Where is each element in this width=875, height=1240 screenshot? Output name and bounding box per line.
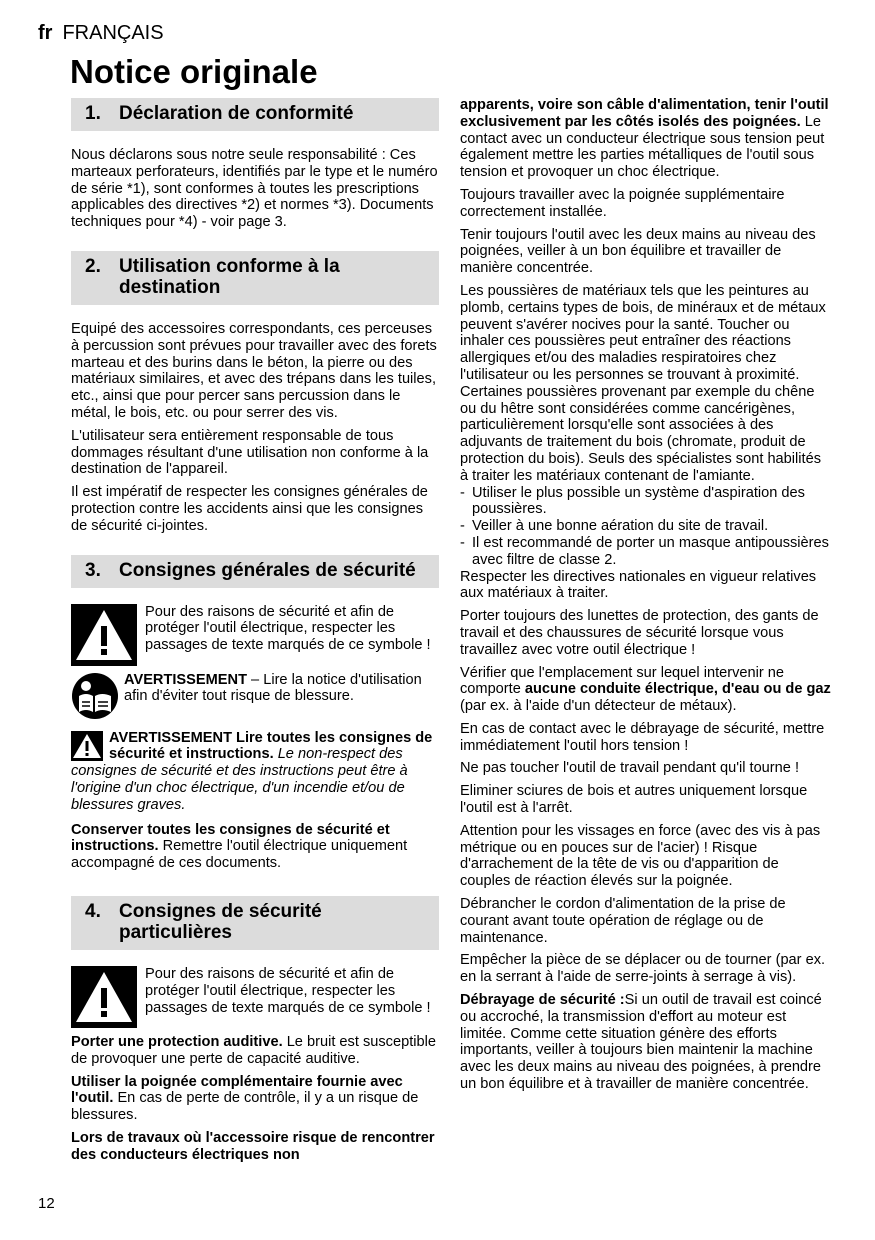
paragraph: Lors de travaux où l'accessoire risque de rencontrer des conducteurs électriques non [71, 1129, 435, 1163]
read-manual-warning: AVERTISSEMENT – Lire la notice d'utilisation afin d'éviter tout risque de blessure. [71, 672, 439, 720]
paragraph: Tenir toujours l'outil avec les deux mains au niveau des poignées, veiller à un bon équilibre et travailler de manière concentrée. [460, 226, 816, 277]
paragraph: apparents, voire son câble d'alimentation, tenir l'outil exclusivement par les côtés isolés des poignées. Le contact avec un conducteur électrique sous tension peut également mettre les parties métalliques de l'outil sous tension et provoquer un choc électrique. [460, 97, 829, 181]
paragraph: Il est impératif de respecter les consignes générales de protection contre les accidents ainsi que les consignes de sécurité ci-jointes. [71, 484, 428, 534]
list-item: - Veiller à une bonne aération du site de travail. [460, 518, 832, 535]
section-heading-3: 3. Consignes générales de sécurité [71, 555, 439, 588]
page-title: Notice originale [70, 53, 318, 90]
language-label [38, 22, 164, 45]
section-title-2: Utilisation conforme à la destination [119, 255, 340, 298]
paragraph: Empêcher la pièce de se déplacer ou de tourner (par ex. en la serrant à l'aide de serre-joints à serrage à vis). [460, 952, 826, 986]
right-column [460, 97, 832, 1099]
section-heading-4: 4. Consignes de sécurité particulières [71, 896, 439, 950]
section-title-4: Consignes de sécurité particulières [119, 900, 322, 943]
paragraph: Ne pas toucher l'outil de travail pendant qu'il tourne ! [460, 760, 800, 777]
language-name: FRANÇAIS [62, 22, 164, 44]
list-item: - Utiliser le plus possible un système d'aspiration des poussières. [460, 485, 832, 519]
paragraph: L'utilisateur sera entièrement responsable de tous dommages résultant d'une utilisation non conforme à la destination de l'appareil. [71, 427, 429, 478]
symbol-note [71, 966, 439, 1028]
paragraph: Equipé des accessoires correspondants, ces perceuses à percussion sont prévues pour travailler avec des forets marteau et des burins dans le béton, la pierre ou des matériaux similaires, et avec des trépans dans les tuiles, etc., ainsi que pour percer sans percussion dans le métal, le bois, etc. ou pour serrer des vis. [71, 320, 437, 421]
symbol-note [71, 604, 439, 666]
section-title-1: Déclaration de conformité [119, 103, 354, 124]
paragraph: Conserver toutes les consignes de sécurité et instructions. Remettre l'outil électrique uniquement accompagné de ces documents. [71, 821, 408, 872]
language-code: fr [38, 22, 53, 44]
paragraph: Vérifier que l'emplacement sur lequel intervenir ne comporte aucune conduite électrique, d'eau ou de gaz (par ex. à l'aide d'un détecteur de métaux). [460, 664, 831, 715]
paragraph: Respecter les directives nationales en vigueur relatives aux matériaux à traiter. [460, 568, 817, 602]
section-heading-1: 1. Déclaration de conformité [71, 98, 439, 131]
warning-triangle-icon [71, 731, 103, 761]
paragraph: Débrancher le cordon d'alimentation de la prise de courant avant toute opération de réglage ou de maintenance. [460, 896, 786, 946]
paragraph: Porter une protection auditive. Le bruit est susceptible de provoquer une perte de capacité auditive. [71, 1033, 436, 1067]
warning-triangle-icon [71, 966, 137, 1028]
paragraph: En cas de contact avec le débrayage de sécurité, mettre immédiatement l'outil hors tension ! [460, 720, 825, 754]
paragraph: Certaines poussières provenant par exemple du chêne ou du hêtre sont considérées comme cancérigènes, particulièrement lorsqu'elle sont associées à des adjuvants de traitement du bois (chromate, produit de protection du bois). Seuls des spécialistes sont habilités à traiter les matériaux contenant de l'amiante. [460, 383, 821, 484]
section-heading-2: 2. Utilisation conforme à la destination [71, 251, 439, 305]
paragraph: Eliminer sciures de bois et autres uniquement lorsque l'outil est à l'arrêt. [460, 783, 808, 817]
symbol-note-text: Pour des raisons de sécurité et afin de protéger l'outil électrique, respecter les passages de texte marqués de ce symbole ! [145, 965, 431, 1016]
read-manual-icon [71, 672, 119, 720]
paragraph: Nous déclarons sous notre seule responsabilité : Ces marteaux perforateurs, identifiés par le type et le numéro de série *1), sont conformes à toutes les prescriptions applicables des directives *2) et normes *3). Documents techniques pour *4) - voir page 3. [71, 147, 438, 231]
dust-list [460, 485, 832, 569]
paragraph: Débrayage de sécurité :Si un outil de travail est coincé ou accroché, la transmission d'effort au moteur est limitée. Comme cette situation génère des efforts importants, veiller à toujours bien maintenir la machine avec les deux mains au niveau des poignées, à prendre un bon équilibre et à travailler de manière concentrée. [460, 992, 822, 1093]
warning-label: AVERTISSEMENT [124, 671, 247, 688]
section-title-3: Consignes générales de sécurité [119, 559, 416, 581]
paragraph: Porter toujours des lunettes de protection, des gants de travail et des chaussures de sécurité lorsque vous travaillez avec votre outil électrique ! [460, 608, 819, 658]
symbol-note-text: Pour des raisons de sécurité et afin de protéger l'outil électrique, respecter les passages de texte marqués de ce symbole ! [145, 603, 431, 654]
warning-triangle-icon [71, 604, 137, 666]
paragraph: Attention pour les vissages en force (avec des vis à pas métrique ou en pouces sur de l'acier) ! Risque d'arrachement de la tête de vis ou d'apparition de couples de réaction élevés sur la poignée. [460, 822, 821, 890]
left-column [71, 98, 439, 1170]
list-item: - Il est recommandé de porter un masque antipoussières avec filtre de classe 2. [460, 535, 832, 569]
page-number: 12 [38, 1195, 55, 1212]
general-warning: AVERTISSEMENT Lire toutes les consignes de sécurité et instructions. Le non-respect des consignes de sécurité et des instructions peut être à l'origine d'un choc électrique, d'un incendie et/ou de blessures graves. [71, 729, 433, 813]
paragraph: Les poussières de matériaux tels que les peintures au plomb, certains types de bois, de minéraux et de métaux peuvent s'avérer nocives pour la santé. Toucher ou inhaler ces poussières peut entraîner des réactions allergiques et/ou des maladies respiratoires chez l'utilisateur ou les personnes se trouvant à proximité. [460, 282, 826, 383]
paragraph: Utiliser la poignée complémentaire fournie avec l'outil. En cas de perte de contrôle, il y a un risque de blessures. [71, 1073, 419, 1124]
paragraph: Toujours travailler avec la poignée supplémentaire correctement installée. [460, 186, 785, 220]
